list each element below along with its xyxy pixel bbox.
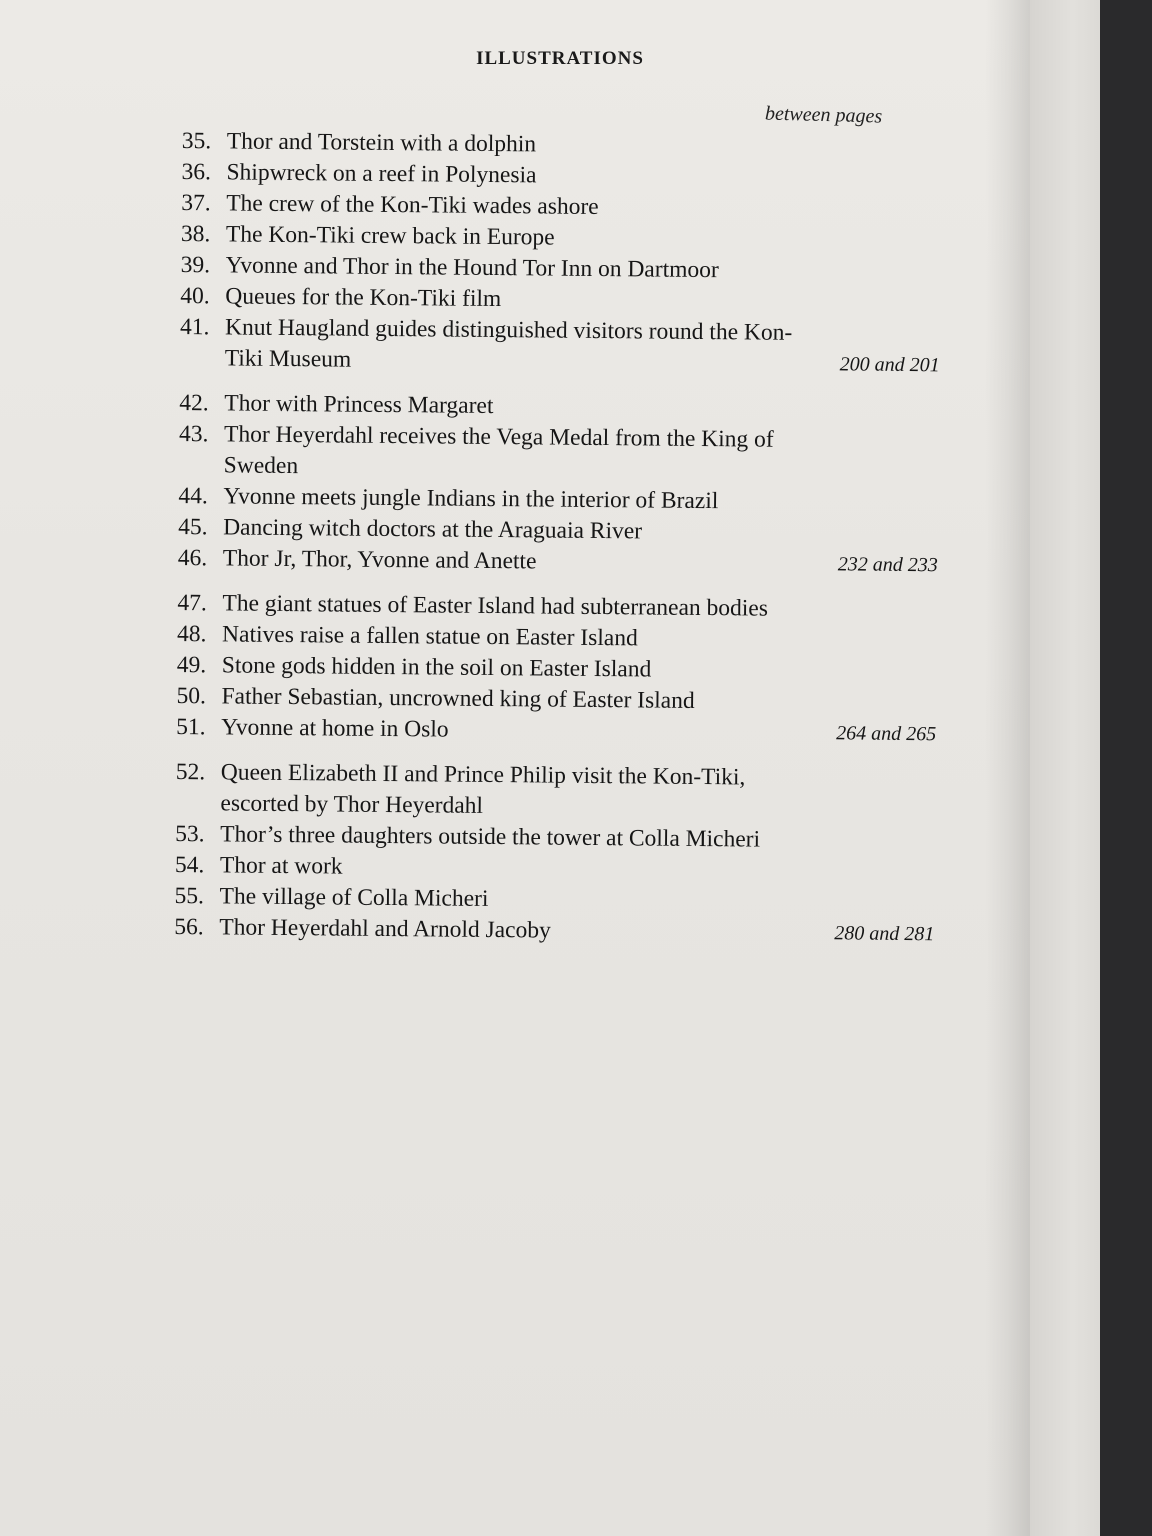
- illustration-list: [174, 126, 942, 964]
- item-caption: Shipwreck on a reef in Polynesia: [226, 159, 537, 189]
- item-caption: Knut Haugland guides distinguished visitors round the Kon-Tiki Museum: [224, 314, 793, 373]
- item-number: 48.: [176, 620, 207, 648]
- item-number: 52.: [175, 758, 206, 786]
- item-number: 35.: [181, 127, 212, 155]
- item-number: 43.: [178, 420, 209, 448]
- item-number: 51.: [176, 713, 206, 741]
- page-range: 200 and 201: [839, 353, 940, 377]
- item-caption: Dancing witch doctors at the Araguaia River: [223, 514, 643, 545]
- item-number: 54.: [174, 851, 205, 879]
- item-caption: The Kon-Tiki crew back in Europe: [225, 221, 555, 251]
- item-number: 47.: [177, 589, 207, 617]
- item-caption: Queues for the Kon-Tiki film: [225, 283, 502, 313]
- item-caption: Thor at work: [219, 852, 343, 880]
- page-range: 280 and 281: [834, 922, 935, 946]
- item-caption: Thor Heyerdahl receives the Vega Medal from the King of Sweden: [223, 421, 774, 480]
- item-caption: Thor with Princess Margaret: [224, 390, 494, 420]
- item-caption: Thor and Torstein with a dolphin: [226, 128, 537, 158]
- column-header: between pages: [764, 102, 883, 128]
- item-number: 45.: [178, 513, 208, 541]
- list-item: [176, 712, 936, 750]
- item-number: 41.: [179, 313, 210, 341]
- adjacent-page-edge: [1030, 0, 1100, 1536]
- item-caption: Yvonne at home in Oslo: [221, 714, 449, 743]
- illustration-group: [174, 757, 936, 950]
- page-range: 232 and 233: [837, 553, 938, 577]
- item-number: 55.: [174, 882, 205, 910]
- item-caption: Yvonne meets jungle Indians in the interior of Brazil: [223, 483, 719, 515]
- list-item: [178, 543, 938, 581]
- item-number: 36.: [181, 158, 212, 186]
- item-number: 53.: [175, 820, 205, 848]
- item-number: 42.: [179, 389, 209, 417]
- list-item: [180, 312, 941, 381]
- page-heading: ILLUSTRATIONS: [476, 48, 644, 69]
- page-gutter-shadow: [985, 0, 1030, 1536]
- item-caption: Thor Heyerdahl and Arnold Jacoby: [219, 914, 551, 944]
- item-caption: Thor Jr, Thor, Yvonne and Anette: [222, 545, 537, 575]
- illustration-group: [180, 126, 942, 381]
- item-number: 49.: [176, 651, 207, 679]
- item-caption: Yvonne and Thor in the Hound Tor Inn on Dartmoor: [225, 252, 719, 284]
- item-number: 50.: [176, 682, 207, 710]
- item-number: 56.: [174, 913, 204, 941]
- list-item: [174, 912, 934, 950]
- list-item: [175, 757, 936, 826]
- illustration-group: [176, 588, 937, 750]
- illustration-group: [178, 388, 940, 581]
- item-number: 38.: [180, 220, 211, 248]
- item-caption: Natives raise a fallen statue on Easter Island: [221, 621, 638, 652]
- item-caption: Thor’s three daughters outside the tower at Colla Micheri: [220, 821, 761, 853]
- item-number: 39.: [180, 251, 211, 279]
- item-caption: The crew of the Kon-Tiki wades ashore: [226, 190, 599, 221]
- item-number: 37.: [181, 189, 211, 217]
- item-number: 46.: [177, 544, 208, 572]
- list-item: [179, 419, 940, 488]
- page-range: 264 and 265: [836, 722, 937, 746]
- item-number: 44.: [178, 482, 208, 510]
- item-caption: Father Sebastian, uncrowned king of Easter Island: [221, 683, 695, 714]
- item-number: 40.: [180, 282, 210, 310]
- item-caption: The giant statues of Easter Island had subterranean bodies: [222, 590, 769, 622]
- item-caption: Stone gods hidden in the soil on Easter Island: [221, 652, 652, 683]
- item-caption: Queen Elizabeth II and Prince Philip visit the Kon-Tiki, escorted by Thor Heyerdahl: [220, 759, 746, 819]
- item-caption: The village of Colla Micheri: [219, 883, 489, 912]
